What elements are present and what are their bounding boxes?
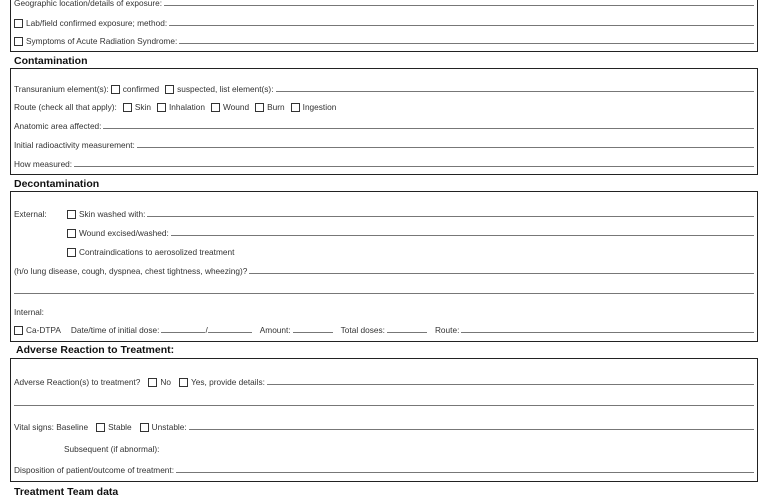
adverse-question-label: Adverse Reaction(s) to treatment? [14,377,141,387]
contraindications-row [67,246,754,257]
external-label: External: [14,209,47,219]
internal-label: Internal: [14,307,44,317]
route-inhalation-checkbox[interactable] [157,103,166,112]
route-skin-label: Skin [134,102,151,112]
ars-label: Symptoms of Acute Radiation Syndrome: [26,36,178,46]
skin-washed-checkbox[interactable] [67,210,76,219]
adverse-question-row [14,376,754,387]
geo-location-row [14,0,754,8]
ars-row [14,35,754,46]
disposition-label: Disposition of patient/outcome of treatment: [14,465,175,475]
lab-confirmed-checkbox[interactable] [14,19,23,28]
disposition-row [14,464,754,475]
unstable-field[interactable] [189,429,754,430]
lung-history-row [14,265,754,276]
vital-signs-label: Vital signs: Baseline [14,422,89,432]
route-wound-label: Wound [222,102,250,112]
unstable-label: Unstable: [151,422,187,432]
treatment-team-heading: Treatment Team data [14,486,119,498]
anatomic-row [14,120,754,131]
adverse-yes-checkbox[interactable] [179,378,188,387]
suspected-label: suspected, list element(s): [177,84,274,94]
lab-confirmed-field[interactable] [169,25,754,26]
transuranium-row [14,83,754,94]
wound-excised-field[interactable] [171,235,754,236]
date-time-label: Date/time of initial dose: [70,325,160,335]
decontamination-heading: Decontamination [14,178,100,190]
adverse-yes-label: Yes, provide details: [190,377,265,387]
route-inhalation-label: Inhalation [168,102,205,112]
adverse-no-label: No [160,377,171,387]
suspected-checkbox[interactable] [165,85,174,94]
anatomic-label: Anatomic area affected: [14,121,102,131]
ca-dtpa-label: Ca-DTPA [26,325,61,335]
lab-confirmed-label: Lab/field confirmed exposure; method: [26,18,168,28]
contraindications-label: Contraindications to aerosolized treatment [79,247,235,257]
route-wound-checkbox[interactable] [211,103,220,112]
initial-measurement-field[interactable] [137,147,754,148]
route-ingestion-label: Ingestion [302,102,337,112]
element-list-field[interactable] [276,91,755,92]
how-measured-field[interactable] [74,166,754,167]
date-time-separator: / [205,325,208,335]
vital-signs-row [14,421,754,432]
confirmed-checkbox[interactable] [111,85,120,94]
external-skin-row [14,208,754,219]
lung-history-field[interactable] [249,273,754,274]
route-burn-label: Burn [267,102,285,112]
subsequent-row [64,443,754,454]
lab-confirmed-row [14,17,754,28]
anatomic-field[interactable] [103,128,754,129]
how-measured-row [14,158,754,169]
time-field[interactable] [208,332,252,333]
adverse-no-checkbox[interactable] [148,378,157,387]
route-ingestion-checkbox[interactable] [291,103,300,112]
geo-location-label: Geographic location/details of exposure: [14,0,163,8]
ars-checkbox[interactable] [14,37,23,46]
confirmed-label: confirmed [122,84,160,94]
amount-label: Amount: [259,325,291,335]
initial-measurement-row [14,139,754,150]
contraindications-checkbox[interactable] [67,248,76,257]
route-dose-field[interactable] [461,332,754,333]
skin-washed-label: Skin washed with: [79,209,146,219]
disposition-field[interactable] [176,472,754,473]
initial-measurement-label: Initial radioactivity measurement: [14,140,135,150]
internal-row [14,306,754,317]
ars-field[interactable] [179,43,754,44]
wound-excised-label: Wound excised/washed: [79,228,169,238]
lung-history-label: (h/o lung disease, cough, dyspnea, chest tightness, wheezing)? [14,266,248,276]
unstable-checkbox[interactable] [140,423,149,432]
subsequent-label: Subsequent (if abnormal): [64,444,160,454]
route-skin-checkbox[interactable] [123,103,132,112]
ca-dtpa-row [14,324,754,335]
total-doses-field[interactable] [387,332,427,333]
wound-excised-checkbox[interactable] [67,229,76,238]
how-measured-label: How measured: [14,159,73,169]
stable-checkbox[interactable] [96,423,105,432]
adverse-reaction-heading: Adverse Reaction to Treatment: [16,344,175,356]
adverse-details-field[interactable] [267,384,754,385]
wound-excised-row [67,227,754,238]
contamination-heading: Contamination [14,55,88,67]
route-burn-checkbox[interactable] [255,103,264,112]
ca-dtpa-checkbox[interactable] [14,326,23,335]
date-field[interactable] [161,332,205,333]
lung-history-extra-line[interactable] [14,293,754,294]
geo-location-field[interactable] [164,5,754,6]
transuranium-label: Transuranium element(s): [14,84,109,94]
adverse-details-extra-line[interactable] [14,405,754,406]
stable-label: Stable [108,422,132,432]
route-row [14,101,754,112]
route-dose-label: Route: [434,325,460,335]
amount-field[interactable] [293,332,333,333]
total-doses-label: Total doses: [340,325,385,335]
route-label: Route (check all that apply): [14,102,117,112]
skin-washed-field[interactable] [147,216,754,217]
